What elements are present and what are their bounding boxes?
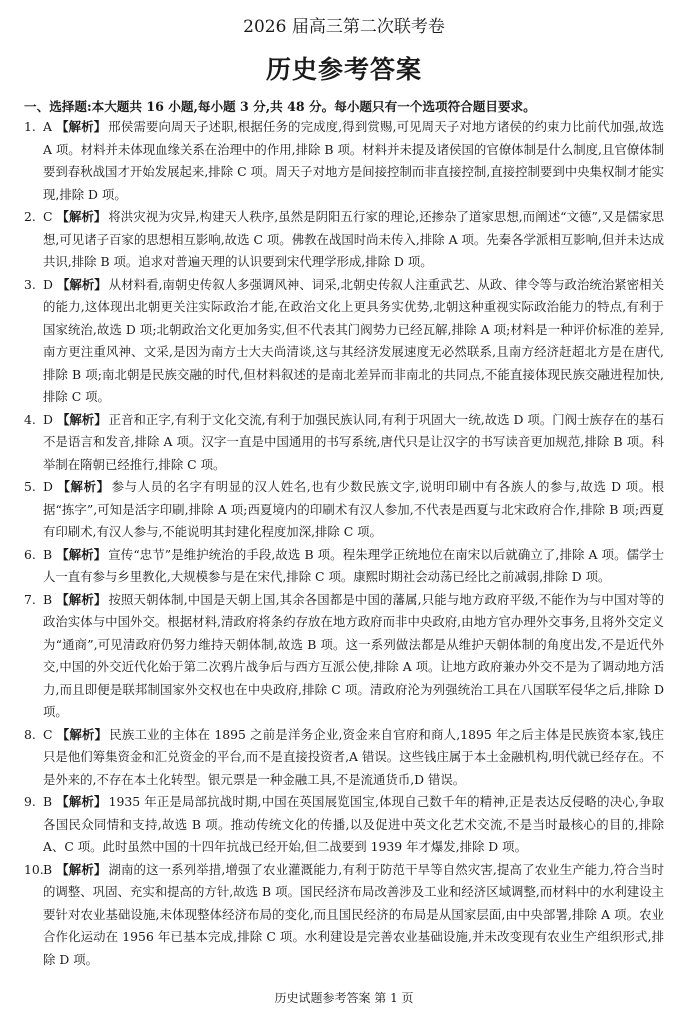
answer-letter: B bbox=[43, 794, 53, 809]
analysis-tag: 【解析】 bbox=[56, 209, 107, 224]
analysis-tag: 【解析】 bbox=[56, 479, 110, 494]
analysis-text: 按照天朝体制,中国是天朝上国,其余各国都是中国的藩属,只能与地方政府平级,不能作为与中国对等的政治实体与中国外交。根据材料,清政府将条约存放在地方政府而非中央政府,由地方官办理外交事务,且将外交定义为“通商”,可见清政府仍努力维持天朝体制,故选 B 项。这一系列做法都是从维护天朝体制的角度出发,不是近代外交,中国的外交近代化始于第二次鸦片战争后与西方互派公使,排除 A 项。让地方政府兼办外交不是为了调动地方活力,而且即便是联邦制国家外交权也在中央政府,排除 C 项。清政府沦为列强统治工具在八国联军侵华之后,排除 D 项。 bbox=[43, 591, 664, 719]
question-number: 7. bbox=[24, 591, 36, 607]
analysis-tag: 【解析】 bbox=[55, 119, 107, 134]
answer-letter: A bbox=[43, 119, 52, 134]
question-list bbox=[24, 116, 664, 971]
page-title: 历史参考答案 bbox=[265, 55, 422, 84]
analysis-tag: 【解析】 bbox=[56, 861, 107, 877]
section-heading: 一、选择题:本大题共 16 小题,每小题 3 分,共 48 分。每小题只有一个选项符合题目要求。 bbox=[24, 99, 536, 114]
analysis-text: 正音和正字,有利于文化交流,有利于加强民族认同,有利于巩固大一统,故选 D 项。门阀士族存在的基石不是语言和发音,排除 A 项。汉字一直是中国通用的书写系统,唐代只是让汉字的书写读音更加规范,排除 B 项。科举制在隋朝已经推行,排除 C 项。 bbox=[43, 411, 664, 472]
question-item bbox=[24, 206, 664, 274]
question-item bbox=[24, 476, 664, 544]
question-number: 4. bbox=[24, 411, 36, 427]
analysis-text: 宣传“忠节”是维护统治的手段,故选 B 项。程朱理学正统地位在南宋以后就确立了,排除 A 项。儒学士人一直有参与乡里教化,大规模参与是在宋代,排除 C 项。康熙时期社会动荡已经比之前减弱,排除 D 项。 bbox=[43, 546, 665, 584]
analysis-text: 参与人员的名字有明显的汉人姓名,也有少数民族文字,说明印刷中有各族人的参与,故选 D 项。根据“拣字”,可知是活字印刷,排除 A 项;西夏境内的印刷术有汉人参加,不代表是西夏与北宋政府合作,排除 B 项;西夏有印刷术,有汉人参与,不能说明其封建化程度加深,排除 C 项。 bbox=[43, 479, 664, 539]
answer-letter: C bbox=[43, 726, 53, 742]
answer-letter: B bbox=[43, 546, 53, 562]
analysis-tag: 【解析】 bbox=[56, 546, 107, 562]
analysis-tag: 【解析】 bbox=[56, 726, 108, 742]
question-number: 1. bbox=[24, 119, 36, 134]
question-number: 10. bbox=[24, 861, 44, 877]
analysis-text: 从材料看,南朝史传叙人多强调风神、词采,北朝史传叙人注重武艺、从政、律令等与政治统治紧密相关的能力,这体现出北朝更关注实际政治才能,在政治文化上更具务实优势,北朝这种重视实际政治能力的特点,有利于国家统治,故选 D 项;北朝政治文化更加务实,但不代表其门阀势力已经瓦解,排除 A 项;材料是一种评价标准的差异,南方更注重风神、文采,是因为南方士大夫尚清谈,这与其经济发展速度无必然联系,且南方经济赶超北方是在唐代,排除 B 项;南北朝是民族交融的时代,但材料叙述的是南北差异而非南北的共同点,不能直接体现民族交融进程加快,排除 C 项。 bbox=[43, 276, 664, 404]
answer-letter: B bbox=[43, 591, 53, 607]
answer-letter: D bbox=[43, 479, 53, 494]
answer-letter: D bbox=[43, 411, 53, 427]
question-item bbox=[24, 859, 664, 972]
question-item bbox=[24, 409, 664, 477]
question-number: 3. bbox=[24, 276, 36, 292]
analysis-text: 民族工业的主体在 1895 之前是洋务企业,资金来自官府和商人,1895 年之后主体是民族资本家,钱庄只是他们筹集资金和汇兑资金的平台,而不是直接投资者,A 错误。这些钱庄属于本土金融机构,明代就已经存在。不是外来的,不存在本土化转型。银元票是一种金融工具,不是流通货币,D 错误。 bbox=[43, 726, 665, 787]
analysis-tag: 【解析】 bbox=[56, 591, 107, 607]
question-number: 6. bbox=[24, 546, 36, 562]
question-item bbox=[24, 589, 664, 724]
analysis-text: 1935 年正是局部抗战时期,中国在英国展览国宝,体现自己数千年的精神,正是表达反侵略的决心,争取各国民众同情和支持,故选 B 项。推动传统文化的传播,以及促进中英文化艺术交流,不是当时最核心的目的,排除 A、C 项。此时虽然中国的十四年抗战已经开始,但二战要到 1939 年才爆发,排除 D 项。 bbox=[43, 794, 664, 854]
question-number: 2. bbox=[24, 209, 36, 224]
analysis-text: 邢侯需要向周天子述职,根据任务的完成度,得到赏赐,可见周天子对地方诸侯的约束力比前代加强,故选 A 项。材料并未体现血缘关系在治理中的作用,排除 B 项。材料并未提及诸侯国的官僚体制是什么制度,且官僚体制要到春秋战国才开始发展起来,排除 C 项。周天子对地方是间接控制而非直接控制,直接控制要到中央集权制才能实现,排除 D 项。 bbox=[43, 119, 664, 202]
analysis-tag: 【解析】 bbox=[56, 794, 107, 809]
analysis-tag: 【解析】 bbox=[56, 411, 107, 427]
question-item bbox=[24, 116, 664, 206]
question-item bbox=[24, 544, 664, 589]
answer-letter: C bbox=[43, 209, 53, 224]
question-item bbox=[24, 724, 664, 792]
question-number: 8. bbox=[24, 726, 36, 742]
question-number: 5. bbox=[24, 479, 36, 494]
exam-subtitle: 2026 届高三第二次联考卷 bbox=[243, 17, 445, 37]
analysis-tag: 【解析】 bbox=[56, 276, 107, 292]
answer-letter: D bbox=[43, 276, 53, 292]
analysis-text: 湖南的这一系列举措,增强了农业灌溉能力,有利于防范干旱等自然灾害,提高了农业生产能力,符合当时的调整、巩固、充实和提高的方针,故选 B 项。国民经济布局改善涉及工业和经济区域调整,而材料中的水利建设主要针对农业基础设施,未体现整体经济布局的变化,而且国民经济的布局是从国家层面,由中央部署,排除 A 项。农业合作化运动在 1956 年已基本完成,排除 C 项。水利建设是完善农业基础设施,并未改变现有农业生产组织形式,排除 D 项。 bbox=[43, 861, 664, 967]
question-item bbox=[24, 274, 664, 409]
analysis-text: 将洪灾视为灾异,构建天人秩序,虽然是阴阳五行家的理论,还掺杂了道家思想,而阐述“文德”,又是儒家思想,可见诸子百家的思想相互影响,故选 C 项。佛教在战国时尚未传入,排除 A 项。先秦各学派相互影响,但并未达成共识,排除 B 项。追求对普遍天理的认识要到宋代理学形成,排除 D 项。 bbox=[43, 209, 664, 269]
page-footer: 历史试题参考答案 第 1 页 bbox=[274, 991, 414, 1005]
question-number: 9. bbox=[24, 794, 36, 809]
question-item bbox=[24, 791, 664, 859]
answer-letter: B bbox=[43, 861, 53, 877]
